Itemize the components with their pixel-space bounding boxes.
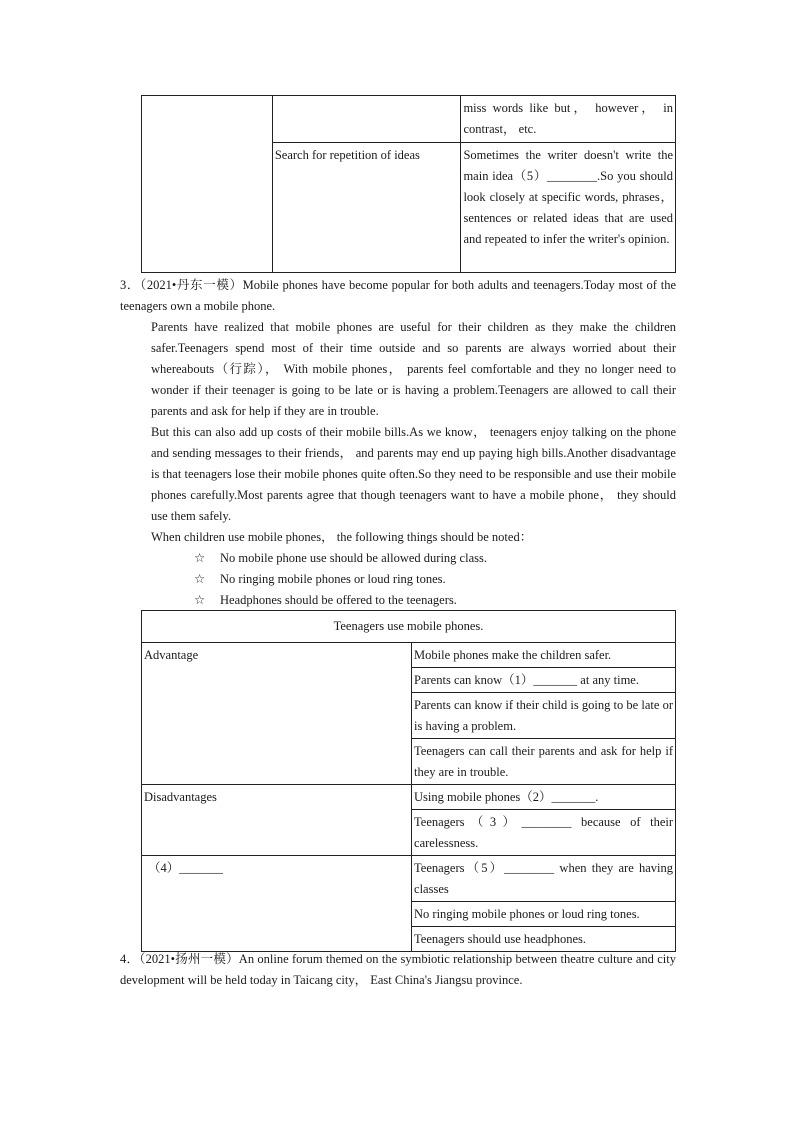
table-title: Teenagers use mobile phones. [142,611,676,643]
table-cell: No ringing mobile phones or loud ring tones. [412,902,676,927]
table-cell: Search for repetition of ideas [272,143,461,273]
question-4-head: 4．（2021•扬州一模）An online forum themed on the symbiotic relationship between theatre culture and city development will be held today in Taicang city， East China's Jiangsu province. [120,952,676,987]
table-cell: Sometimes the writer doesn't write the main idea（5）________.So you should look closely at specific words, phrases， sentences or related ideas that are used and repeated to infer the writer's opinion. [461,143,676,273]
table-cell: Teenagers can call their parents and ask for help if they are in trouble. [412,739,676,785]
table-cell: Using mobile phones（2）_______. [412,785,676,810]
list-item-text: Headphones should be offered to the teenagers. [220,593,457,607]
list-item-text: No ringing mobile phones or loud ring tones. [220,572,446,586]
blank-4-label: （4）_______ [142,856,412,952]
mobile-phone-table [141,610,676,952]
table-cell: Parents can know（1）_______ at any time. [412,668,676,693]
question-3-paragraph-2: But this can also add up costs of their mobile bills.As we know， teenagers enjoy talking on the phone and sending messages to their friends， and parents may end up paying high bills.Another disadvantage is that teenagers lose their mobile phones quite often.So they need to be responsible and use their mobile phones carefully.Most parents agree that though teenagers want to have a mobile phone， they should use them safely. [151,425,676,523]
table-cell: Teenagers should use headphones. [412,927,676,952]
table-cell: Teenagers（5）________ when they are having classes [412,856,676,902]
table-row [142,856,676,902]
advantage-label: Advantage [142,643,412,785]
disadvantages-label: Disadvantages [142,785,412,856]
star-icon: ☆ [194,593,206,607]
table-row [142,785,676,810]
star-icon: ☆ [194,572,206,586]
star-icon: ☆ [194,551,206,565]
table-cell: Mobile phones make the children safer. [412,643,676,668]
table-cell: Teenagers（3）________ because of their carelessness. [412,810,676,856]
list-item [194,548,487,569]
table-cell [142,96,273,273]
question-3-paragraph-1: Parents have realized that mobile phones are useful for their children as they make the children safer.Teenagers spend most of their time outside and so parents are always worried about their whereabouts（行踪）， With mobile phones， parents feel comfortable and they no longer need to wonder if their teenager is going to be late or is having a problem.Teenagers are allowed to call their parents and ask for help if they are in trouble. [151,320,676,418]
table-row [142,643,676,668]
question-3-paragraph-3: When children use mobile phones， the following things should be noted： [151,530,533,544]
list-item-text: No mobile phone use should be allowed during class. [220,551,487,565]
table-row [142,611,676,643]
question-3-head: 3．（2021•丹东一模）Mobile phones have become popular for both adults and teenagers.Today most of the teenagers own a mobile phone. [120,278,676,313]
table-cell [272,96,461,143]
list-item [194,569,446,590]
table-cell: Parents can know if their child is going to be late or is having a problem. [412,693,676,739]
list-item [194,590,457,611]
strategy-table [141,95,676,273]
table-row [142,96,676,143]
table-cell: miss words like but， however， in contrast， etc. [461,96,676,143]
